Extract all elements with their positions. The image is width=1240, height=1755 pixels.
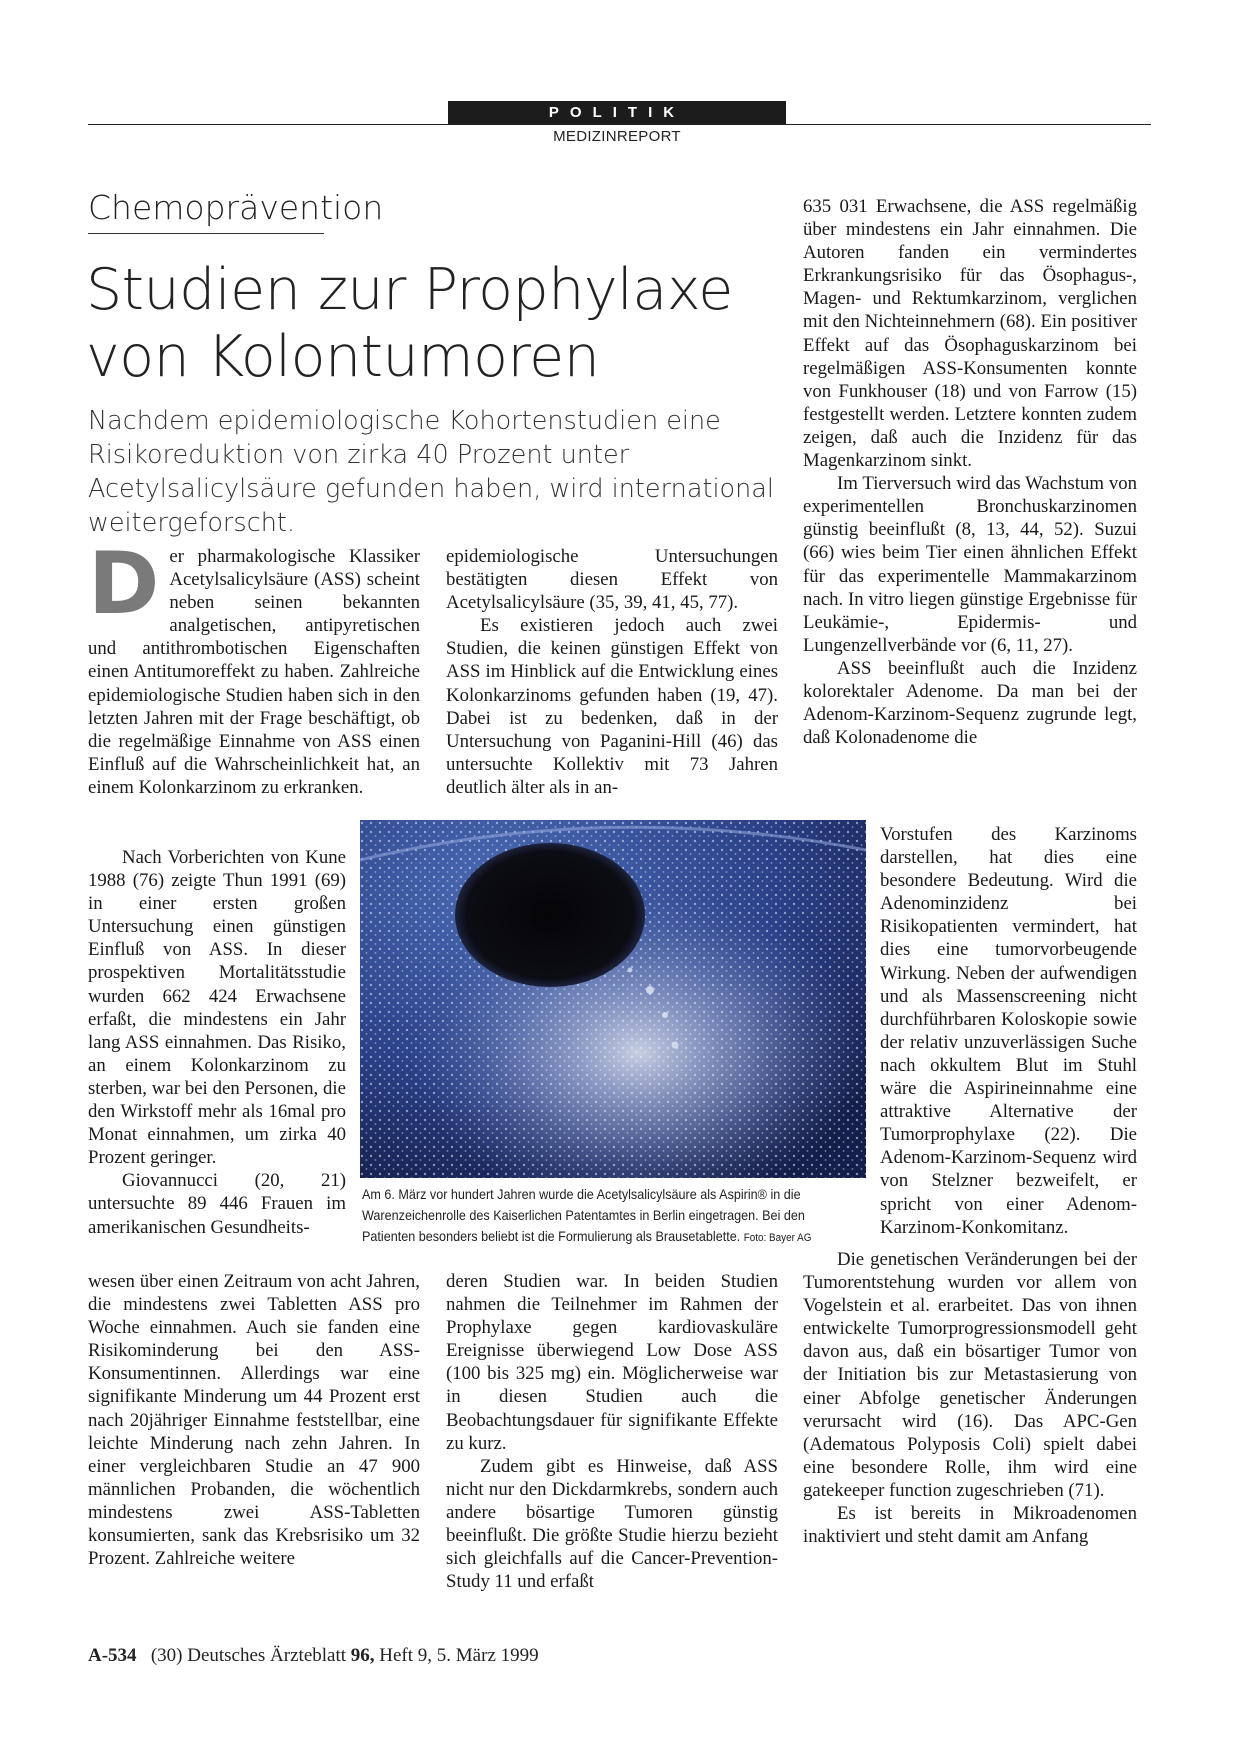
col2-paragraph-3: deren Studien war. In beiden Studien nahmen die Teilnehmer im Rahmen der Prophylaxe gegen kardiovaskuläre Ereignisse überwiegend Low Dose ASS (100 bis 325 mg) ein. Möglicherweise war in diesen Studien auch die Beobachtungsdauer für signifikante Effekte zu kurz. (446, 1271, 778, 1454)
col3-paragraph-3a: ASS beeinflußt auch die Inzidenz kolorektaler Adenome. Da man bei der Adenom-Karzinom-Sequenz zugrunde legt, daß Kolonadenome die (803, 657, 1137, 749)
col2-paragraph-4: Zudem gibt es Hinweise, daß ASS nicht nur den Dickdarmkrebs, sondern auch andere bösartige Tumoren günstig beeinflußt. Die größte Studie hierzu bezieht sich gleichfalls auf die Cancer-Prevention-Study 11 und erfaßt (446, 1455, 778, 1593)
article-title (86, 257, 786, 391)
col3-paragraph-2: Im Tierversuch wird das Wachstum von experimentellen Bronchuskarzinomen günstig beeinflußt (8, 13, 44, 52). Suzui (66) wies beim Tier einen ähnlichen Effekt für das experimentelle Mammakarzinom nach. In vitro liegen günstige Ergebnisse für Leukämie-, Epidermis- und Lungenzellverbände vor (6, 11, 27). (803, 473, 1137, 656)
kicker-rule (88, 233, 324, 234)
col1-paragraph-2: Nach Vorberichten von Kune 1988 (76) zeigte Thun 1991 (69) in einer ersten großen Untersuchung einen günstigen Einfluß von ASS. In dieser prospektiven Mortalitätsstudie wurden 662 424 Erwachsene erfaßt, die mindestens ein Jahr lang ASS einnahmen. Das Risiko, an einem Kolonkarzinom zu sterben, war bei den Personen, die den Wirkstoff mehr als 16mal pro Monat einnahmen, um zirka 40 Prozent geringer. (88, 847, 346, 1169)
column-3-bottom (803, 1248, 1137, 1548)
col1-paragraph-3b: wesen über einen Zeitraum von acht Jahren, die mindestens zwei Tabletten ASS pro Woche einnahmen. Auch sie fanden eine Risikominderung bei den ASS-Konsumentinnen. Allerdings war eine signifikante Minderung um 44 Prozent erst nach 20jähriger Einnahme feststellbar, eine leichte Minderung nach zehn Jahren. In einer vergleichbaren Studie an 47 900 männlichen Probanden, die wöchentlich mindestens zwei ASS-Tabletten konsumierten, sank das Krebsrisiko um 32 Prozent. Zahlreiche weitere (88, 1271, 420, 1570)
caption-text: Am 6. März vor hundert Jahren wurde die Acetylsalicylsäure als Aspirin® in die Warenzeichenrolle des Kaiserlichen Patentamtes in Berlin eingetragen. Bei den Patienten besonders beliebt ist die Formulierung als Brausetablette. (362, 1186, 805, 1244)
subsection-label: MEDIZINREPORT (553, 128, 681, 145)
photo-credit: Foto: Bayer AG (743, 1232, 812, 1244)
page-number: A-534 (88, 1645, 137, 1666)
header-rule (88, 124, 1151, 125)
col3-paragraph-4: Die genetischen Veränderungen bei der Tumorentstehung wurden vor allem von Vogelstein et al. erarbeitet. Das von ihnen entwickelte Tumorprogressionsmodell geht davon aus, daß ein bösartiger Tumor von der Initiation bis zur Metastasierung von einer Abfolge genetischer Änderungen verursacht wird (16). Das APC-Gen (Adematous Polyposis Coli) spielt dabei eine besondere Rolle, ihm wird eine gatekeeper function zugeschrieben (71). (803, 1249, 1137, 1501)
tablet-illustration (360, 820, 866, 1178)
col3-paragraph-5: Es ist bereits in Mikroadenomen inaktiviert und steht damit am Anfang (803, 1503, 1137, 1548)
journal-issue: Heft 9, 5. März 1999 (379, 1645, 539, 1666)
journal-volume: 96, (350, 1645, 375, 1666)
effervescent-tablet-photo (360, 820, 866, 1178)
column-3-top (803, 195, 1137, 749)
section-label: POLITIK (448, 101, 786, 124)
article-lead: Nachdem epidemiologische Kohortenstudien eine Risikoreduktion von zirka 40 Prozent unter Acetylsalicylsäure gefunden haben, wird international weitergeforscht. (88, 406, 774, 538)
column-3-middle (880, 823, 1137, 1239)
title-line-2: von Kolontumoren (86, 324, 600, 390)
drop-cap: D (88, 534, 160, 634)
title-line-1: Studien zur Prophylaxe (86, 257, 733, 323)
page-footer (88, 1645, 539, 1667)
column-2-top (446, 545, 778, 799)
column-1-middle (88, 846, 346, 1239)
photo-caption (362, 1184, 821, 1249)
col2-paragraph-2: Es existieren jedoch auch zwei Studien, die keinen günstigen Effekt von ASS im Hinblick auf die Entwicklung eines Kolonkarzinoms gefunden haben (19, 47). Dabei ist zu bedenken, daß in der Untersuchung von Paganini-Hill (46) das untersuchte Kollektiv mit 73 Jahren deutlich älter als in an- (446, 615, 778, 798)
column-2-bottom (446, 1270, 778, 1593)
col1-paragraph-1: er pharmakologische Klassiker Acetylsalicylsäure (ASS) scheint neben seinen bekannten analgetischen, antipyretischen und antithrombotischen Eigenschaften einen Antitumoreffekt zu haben. Zahlreiche epidemiologische Studien haben sich in den letzten Jahren mit der Frage beschäftigt, ob die regelmäßige Einnahme von ASS einen Einfluß auf die Wahrscheinlichkeit hat, an einem Kolonkarzinom zu erkranken. (88, 546, 420, 798)
article-kicker: Chemoprävention (88, 188, 384, 227)
journal-reference: (30) Deutsches Ärzteblatt (150, 1645, 347, 1666)
col3-paragraph-3b: Vorstufen des Karzinoms darstellen, hat dies eine besondere Bedeutung. Wird die Adenominzidenz bei Risikopatienten vermindert, hat dies eine tumorvorbeugende Wirkung. Neben der aufwendigen und als Massenscreening nicht durchführbaren Koloskopie sowie der relativ unzuverlässigen Suche nach okkultem Blut im Stuhl wäre die Aspirineinnahme eine attraktive Alternative der Tumorprophylaxe (22). Die Adenom-Karzinom-Sequenz wird von Stelzner bezweifelt, er spricht von einer Adenom-Karzinom-Konkomitanz. (880, 824, 1137, 1238)
col1-paragraph-3a: Giovannucci (20, 21) untersuchte 89 446 Frauen im amerikanischen Gesundheits- (88, 1170, 346, 1238)
col3-paragraph-1: 635 031 Erwachsene, die ASS regelmäßig über mindestens ein Jahr einnahmen. Die Autoren fanden ein vermindertes Erkrankungsrisiko für das Ösophagus-, Magen- und Rektumkarzinom, verglichen mit den Nichteinnehmern (68). Ein positiver Effekt auf das Ösophaguskarzinom bei regelmäßigen ASS-Konsumenten konnte von Funkhouser (18) und von Farrow (15) festgestellt werden. Letztere konnten zudem zeigen, daß auch die Inzidenz für das Magenkarzinom sinkt. (803, 196, 1137, 472)
column-1-bottom (88, 1270, 420, 1570)
column-1-top (88, 534, 420, 799)
col2-paragraph-1: epidemiologische Untersuchungen bestätigten diesen Effekt von Acetylsalicylsäure (35, 39, 41, 45, 77). (446, 546, 778, 614)
